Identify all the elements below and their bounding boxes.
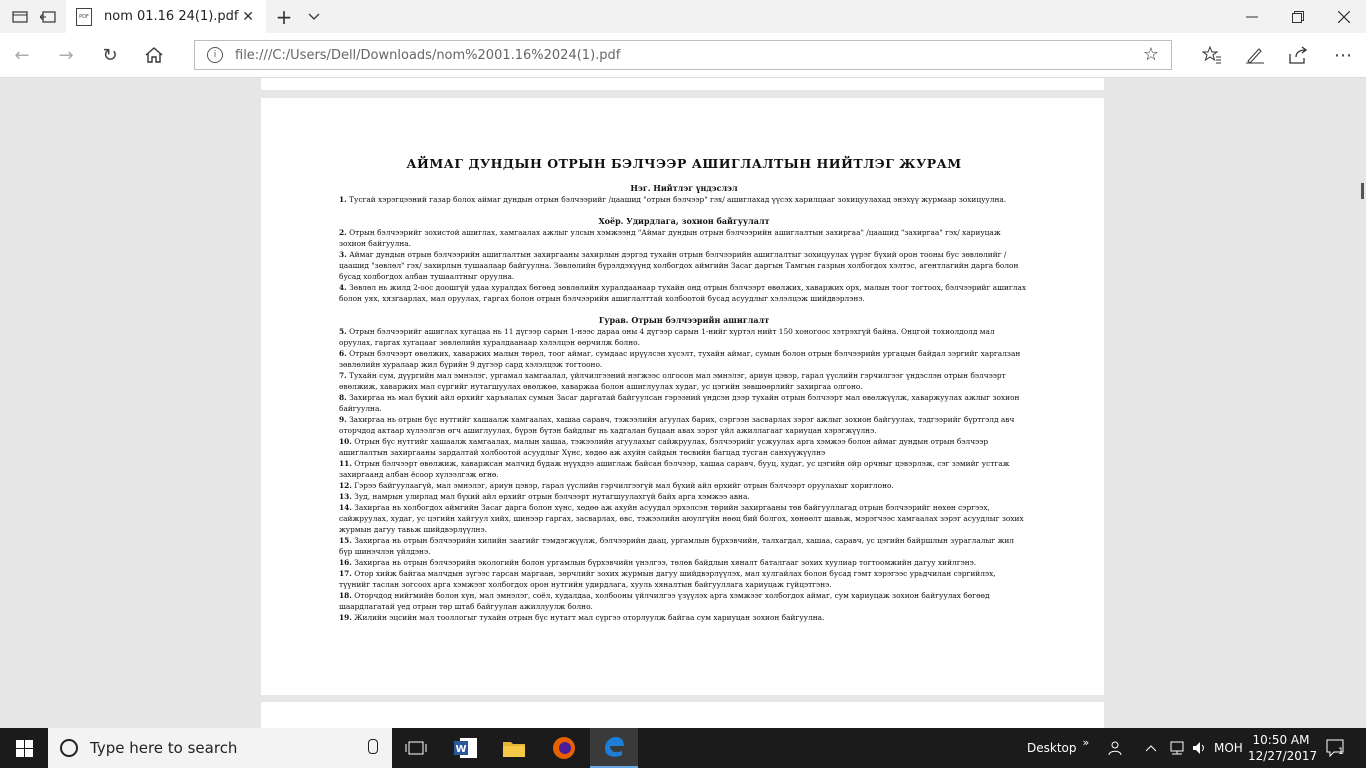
search-placeholder: Type here to search <box>90 739 238 757</box>
task-view-icon[interactable] <box>392 728 440 768</box>
article-text: Захиргаа нь холбогдох аймгийн Засаг дарга болон хүнс, хөдөө аж ахуйн асуудал эрхэлсэн төрийн захиргааны төв байгууллагад отрын бэлчээрийг нөхөн сэргээх, сайжруулах, худаг, ус цэгийн хайгуул хийх, шинээр гаргах, засварлах, өвс, тэжээлийн аюулгүйн нөөц бий болгох, хөнөөлт шавьж, мэрэгчээс хамгаалах зэрэг асуудлыг зохих журмын дагуу тавьж шийдвэрлүүлнэ. <box>339 503 1024 534</box>
taskbar-search[interactable] <box>48 728 392 768</box>
article-paragraph <box>339 194 1029 205</box>
desktop-toolbar[interactable] <box>1027 728 1089 768</box>
language-indicator[interactable]: МОН <box>1214 741 1243 755</box>
clock[interactable] <box>1248 732 1318 764</box>
article-text: Гэрээ байгуулаагүй, мал эмнэлэг, ариун цэвэр, гарал үүслийн гэрчилгээгүй мал бүхий айл өрхийг отрын бэлчээрт оруулахыг хориглоно. <box>351 481 894 490</box>
tab-title: nom 01.16 24(1).pdf <box>104 9 239 24</box>
article-text: Аймаг дундын отрын бэлчээрийн ашиглалтын захиргааны захирлын дэргэд тухайн отрын бэлчээрийн ашиглалтыг зохицуулах үүрэг бүхий орон тооны бус зөвлөлийг /цаашид "зөвлөл" гэх/ захирлын тушаалаар байгуулна. Зөвлөлийн бүрэлдэхүүнд холбогдох аймгийн Засаг даргын Тамгын газрын холбогдох хэлтэс, агентлагийн дарга болон бусад холбогдох албан тушаалтныг оруулна. <box>339 250 1019 281</box>
article-number: 3. <box>339 250 347 259</box>
article-number: 15. <box>339 536 352 545</box>
article-number: 5. <box>339 327 347 336</box>
notification-center-icon[interactable] <box>1326 728 1352 768</box>
article-paragraph <box>339 557 1029 568</box>
svg-text:W: W <box>455 744 467 755</box>
new-tab-icon[interactable]: + <box>275 4 293 29</box>
article-text: Тусгай хэрэгцээний газар болох аймаг дундын отрын бэлчээрийг /цаашид "отрын бэлчээр" гэх/ ашиглахад үүсэх харилцааг зохицуулахад энэхүү журмаар зохицуулна. <box>346 195 1007 204</box>
article-number: 4. <box>339 283 347 292</box>
info-icon[interactable]: i <box>207 47 223 63</box>
article-paragraph <box>339 370 1029 392</box>
article-paragraph <box>339 590 1029 612</box>
title-bar <box>0 0 1366 33</box>
volume-icon[interactable] <box>1192 728 1208 768</box>
notification-count: 1 <box>1338 747 1344 757</box>
article-text: Жилийн эцсийн мал тооллогыг тухайн отрын бүс нутагт мал сүргээ оторлуулж байгаа сум хариуцан зохион байгуулна. <box>351 613 825 622</box>
cortana-icon <box>60 739 78 757</box>
article-number: 18. <box>339 591 352 600</box>
article-paragraph <box>339 491 1029 502</box>
favorite-star-icon[interactable]: ☆ <box>1142 44 1159 65</box>
file-explorer-icon[interactable] <box>490 728 538 768</box>
section-heading: Нэг. Нийтлэг үндэслэл <box>630 183 738 193</box>
section-heading: Хоёр. Удирдлага, зохион байгуулалт <box>598 216 770 226</box>
clock-time: 10:50 AM <box>1252 733 1310 747</box>
article-paragraph <box>339 458 1029 480</box>
article-number: 14. <box>339 503 352 512</box>
pdf-page <box>261 98 1104 695</box>
article-paragraph <box>339 282 1029 304</box>
back-icon[interactable]: ← <box>14 44 30 66</box>
network-icon[interactable] <box>1168 728 1186 768</box>
article-number: 16. <box>339 558 352 567</box>
section-heading: Гурав. Отрын бэлчээрийн ашиглалт <box>598 315 770 325</box>
address-toolbar <box>0 33 1366 78</box>
document-title: АЙМАГ ДУНДЫН ОТРЫН БЭЛЧЭЭР АШИГЛАЛТЫН НИЙТЛЭГ ЖУРАМ <box>406 156 962 171</box>
taskbar <box>0 728 1366 768</box>
article-text: Оторчдод нийгмийн болон хүн, мал эмнэлэг, соёл, худалдаа, холбооны үйлчилгээ үзүүлэх арга хэмжээг холбогдох аймаг, сум хариуцаж зохион байгуулах бөгөөд шаардлагатай үед отрын төр штаб байгуулан ажиллуулж болно. <box>339 591 990 611</box>
article-paragraph <box>339 612 1029 623</box>
article-paragraph <box>339 535 1029 557</box>
article-text: Тухайн сум, дүүргийн мал эмнэлэг, ургамал хамгаалал, үйлчилгээний нэгжээс олгосон мал эмнэлэг, ариун цэвэр, гарал үүслийн гэрчилгээг үндэслэн отрын бэлчээрт өвөлжиж, хаваржих мал сүргийг нутагшуулах өвөлжөө, хаваржаа болон ашиглуулах худаг, ус цэгийн зөвшөөрлийг захиргаа олгоно. <box>339 371 1006 391</box>
article-text: Захиргаа нь отрын бүс нутгийг хашаалж хамгаалах, хашаа саравч, тэжээлийн агуулах барих, сэргээн засварлах зэрэг ажлыг зохион байгуулах, тэдгээрийг бүртгэлд авч оторчдод актаар хүлээлгэн өгч ашиглуулах, бүрэн бүтэн байдлыг нь хадгалан буцаан авах зэрэг үйл ажиллагааг хариуцан хэрэгжүүлнэ. <box>339 415 1015 435</box>
article-number: 9. <box>339 415 347 424</box>
refresh-icon[interactable]: ↻ <box>102 44 118 66</box>
article-number: 11. <box>339 459 352 468</box>
more-icon[interactable]: ⋯ <box>1334 44 1352 66</box>
article-text: Отрын бэлчээрийг ашиглах хугацаа нь 11 дүгээр сарын 1-нээс дараа оны 4 дүгээр сарын 1-нийг хүртэл нийт 150 хоногоос хэтрэхгүй байна. Онцгой тохиолдолд мал оруулах, гаргах хугацааг зөвлөлийн хуралдаанаар хэлэлцэн өөрчилж болно. <box>339 327 995 347</box>
article-text: Зуд, намрын улирлад мал бүхий айл өрхийг отрын бэлчээрт нутагшуулахгүй байх арга хэмжээ авна. <box>351 492 750 501</box>
article-number: 12. <box>339 481 352 490</box>
chevron-icon[interactable]: » <box>1082 735 1090 749</box>
article-number: 7. <box>339 371 347 380</box>
pdf-icon: PDF <box>76 8 92 26</box>
article-paragraph <box>339 480 1029 491</box>
clock-date: 12/27/2017 <box>1248 749 1318 763</box>
article-text: Захиргаа нь отрын бэлчээрийн хилийн заагийг тэмдэгжүүлж, бэлчээрийн даац, ургамлын бүрхэвчийн, талхагдал, хашаа, саравч, ус цэгийн байршлын зураглалыг жил бүр шинэчлэн үйлдэнэ. <box>339 536 1015 556</box>
article-text: Отрын бэлчээрт өвөлжих, хаваржих малын төрөл, тоог аймаг, сумдаас ирүүлсэн хүсэлт, тухайн аймаг, сумын болон отрын бэлчээрийн ургацын байдал зэргийг харгалзан зөвлөлийн хуралаар жил бүрийн 9 дүгээр сард хэлэлцэж тогтооно. <box>339 349 1021 369</box>
article-text: Отор хийж байгаа малчдын зүгээс гарсан маргаан, зөрчлийг зохих журмын дагуу шийдвэрлүүлэх, мал хулгайлах болон бусад гэмт хэрэгээс урьдчилан сэргийлэх, түүнийг таслан зогсоох арга хэмжээг холбогдох орон нутгийн удирдлага, хууль хяналтын байгууллага хариуцаж гүйцэтгэнэ. <box>339 569 996 589</box>
people-icon[interactable] <box>1108 728 1126 768</box>
article-paragraph <box>339 227 1029 249</box>
pdf-viewer[interactable] <box>0 78 1366 728</box>
address-bar[interactable] <box>194 40 1172 70</box>
article-number: 17. <box>339 569 352 578</box>
article-text: Отрын бэлчээрт өвөлжиж, хаваржсан малчид бүдаж нүүхдээ ашиглаж байсан бэлчээр, хашаа саравч, бууц, худаг, ус цэгийн ойр орчныг цэвэрлэж, сэг зэмийг устгаж захиргаанд албан ёсоор хүлээлгэж өгнө. <box>339 459 1010 479</box>
pdf-page-previous <box>261 78 1104 90</box>
tab-preview-icon[interactable] <box>8 0 32 33</box>
scrollbar-thumb[interactable] <box>1361 183 1364 199</box>
start-button[interactable] <box>0 728 48 768</box>
document-sections <box>339 183 1029 623</box>
pdf-page-next <box>261 702 1104 728</box>
article-paragraph <box>339 326 1029 348</box>
close-tab-icon[interactable]: ✕ <box>242 9 254 25</box>
article-number: 6. <box>339 349 347 358</box>
article-paragraph <box>339 502 1029 535</box>
document-body <box>339 156 1029 623</box>
forward-icon[interactable]: → <box>58 44 74 66</box>
article-text: Отрын бүс нутгийг хашаалж хамгаалах, малын хашаа, тэжээлийн агуулахыг сайжруулах, бэлчээрийг усжуулах арга хэмжээ болон аймаг дундын отрын бэлчээр ашиглалтын захиргааны зардалтай холбоотой асуудлыг Хүнс, хөдөө аж ахуйн сайдын төсвийн багцад тусган санхүүжүүлнэ <box>339 437 989 457</box>
article-text: Захиргаа нь мал бүхий айл өрхийг харъяалах сумын Засаг даргатай байгуулсан гэрээний үндсэн дээр тухайн отрын бэлчээрт мал өвөлжүүлж, хаваржуулах ажлыг зохион байгуулна. <box>339 393 1020 413</box>
microphone-icon[interactable] <box>368 739 378 754</box>
set-aside-tabs-icon[interactable] <box>36 0 60 33</box>
article-number: 10. <box>339 437 352 446</box>
article-text: Отрын бэлчээрийг зохистой ашиглах, хамгаалах ажлыг улсын хэмжээнд "Аймаг дундын отрын бэлчээрийн ашиглалтын захиргаа" /цаашид "захиргаа" гэх/ хариуцаж зохион байгуулна. <box>339 228 1001 248</box>
minimize-icon[interactable] <box>1234 0 1270 33</box>
section-gap <box>339 304 1029 311</box>
article-paragraph <box>339 392 1029 414</box>
url-text[interactable]: file:///C:/Users/Dell/Downloads/nom%2001.16%2024(1).pdf <box>235 47 621 63</box>
chevron-down-icon[interactable] <box>302 0 326 33</box>
word-icon[interactable] <box>442 728 490 768</box>
article-paragraph <box>339 568 1029 590</box>
favorites-icon[interactable] <box>1200 43 1224 67</box>
close-window-icon[interactable] <box>1326 0 1362 33</box>
share-icon[interactable] <box>1287 43 1311 67</box>
desktop-label: Desktop <box>1027 741 1077 755</box>
article-text: Зөвлөл нь жилд 2-оос доошгүй удаа хуралдах бөгөөд зөвлөлийн хуралдаанаар тухайн онд отрын бэлчээрт өвөлжих, хаваржих орх, малын тоог тогтоох, бэлчээрийг ашиглах болон уях, хязгаарлах, мал оруулах, гаргах болон отрын бэлчээрийн ашиглалттай холбоотой бусад асуудлыг хэлэлцэж шийдвэрлэнэ. <box>339 283 1027 303</box>
pen-icon[interactable] <box>1243 43 1267 67</box>
restore-icon[interactable] <box>1280 0 1316 33</box>
article-number: 8. <box>339 393 347 402</box>
article-text: Захиргаа нь отрын бэлчээрийн экологийн болон ургамлын бүрхэвчийн үнэлгээ, төлөв байдлын хяналт баталгааг зохих хуулиар тогтоомжийн дагуу хийлгэнэ. <box>351 558 977 567</box>
section-gap <box>339 205 1029 212</box>
windows-logo-icon <box>16 740 33 757</box>
article-number: 2. <box>339 228 347 237</box>
article-paragraph <box>339 348 1029 370</box>
home-icon[interactable] <box>142 43 166 67</box>
article-number: 13. <box>339 492 352 501</box>
article-number: 1. <box>339 195 347 204</box>
edge-icon[interactable] <box>590 728 638 768</box>
article-paragraph <box>339 414 1029 436</box>
show-hidden-icons-icon[interactable] <box>1145 728 1157 768</box>
article-paragraph <box>339 249 1029 282</box>
article-paragraph <box>339 436 1029 458</box>
article-number: 19. <box>339 613 352 622</box>
firefox-icon[interactable] <box>540 728 588 768</box>
browser-tab[interactable] <box>66 0 266 33</box>
